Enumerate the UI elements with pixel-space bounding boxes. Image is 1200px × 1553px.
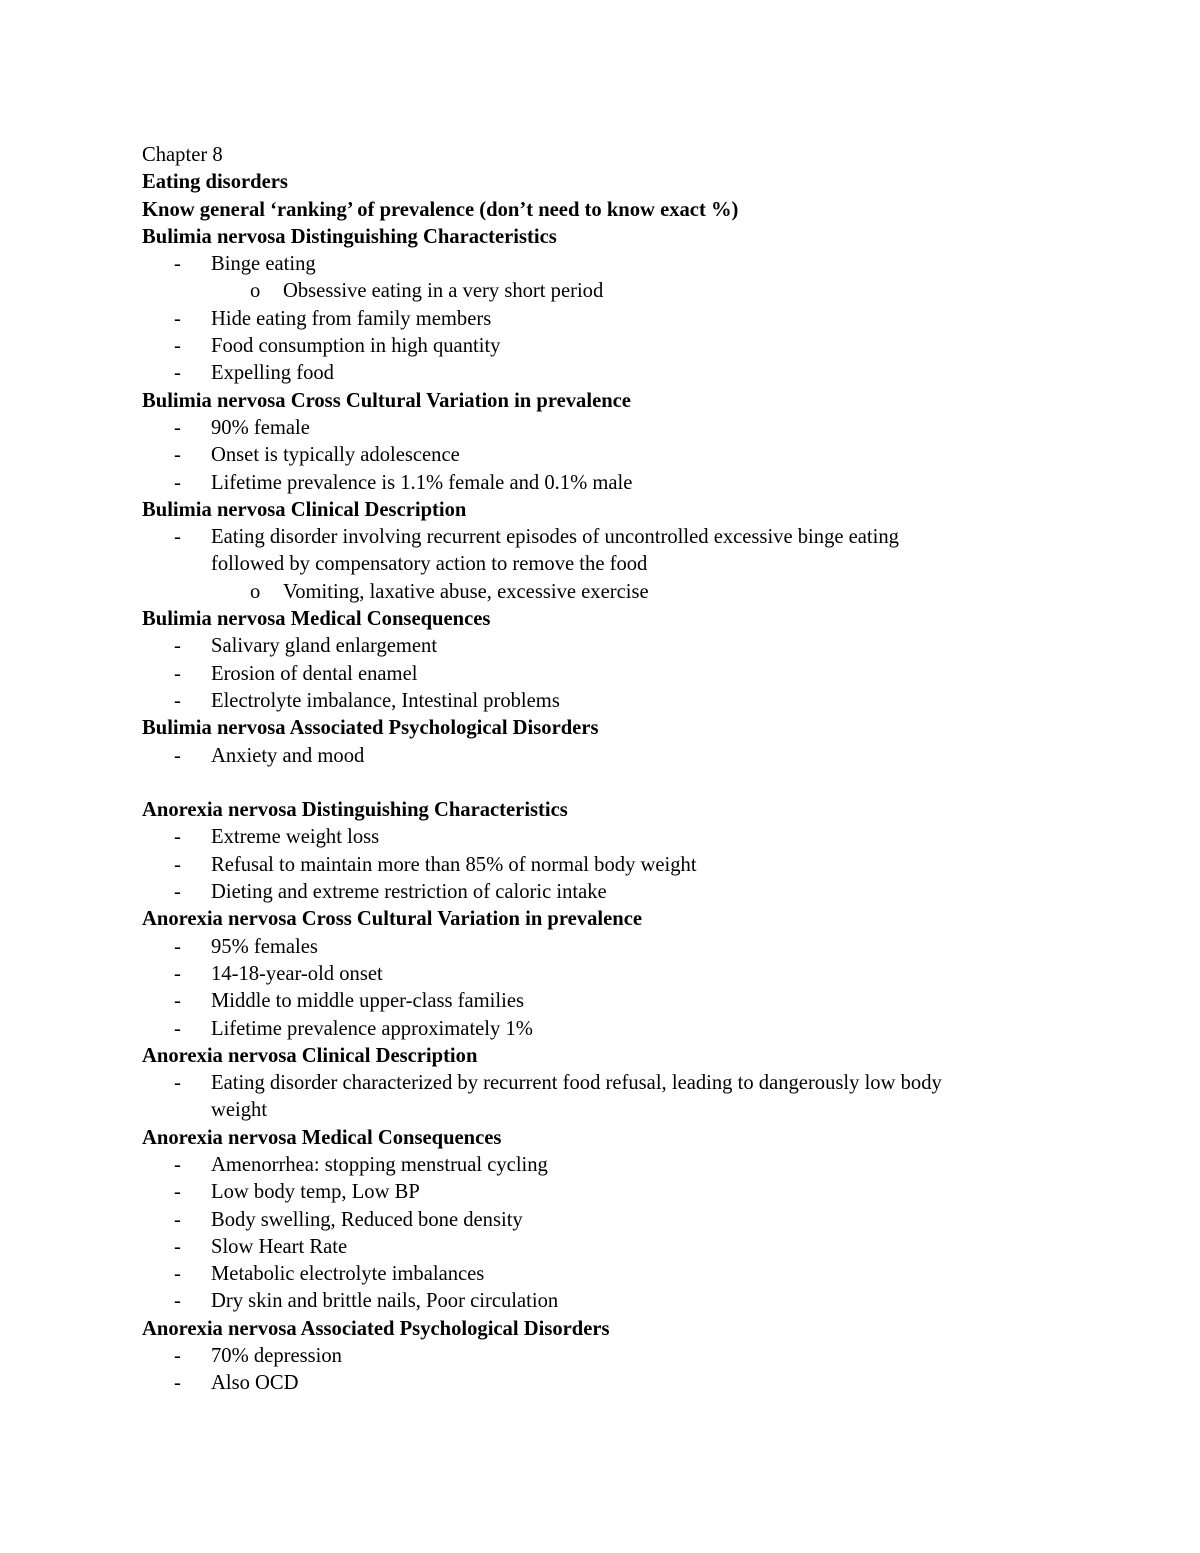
bullet-dash: -: [174, 1208, 181, 1231]
list-item: [142, 961, 1102, 988]
bullet-dash: -: [174, 990, 181, 1013]
list-item-continuation: [142, 551, 1102, 578]
bullet-dash: -: [174, 1263, 181, 1286]
list-item: [142, 1234, 1102, 1261]
sub-list-item: [142, 579, 1102, 606]
list-item-continuation: [142, 1097, 1102, 1124]
list-item-text: Onset is typically adolescence: [211, 444, 460, 467]
list-item: [142, 1370, 1102, 1397]
list-item: [142, 251, 1102, 278]
list-item-text: Refusal to maintain more than 85% of normal body weight: [211, 853, 697, 876]
list-item-text: Salivary gland enlargement: [211, 635, 438, 658]
list-item-text: Lifetime prevalence is 1.1% female and 0.1% male: [211, 471, 633, 494]
bullet-dash: -: [174, 1345, 181, 1368]
bullet-circle: o: [250, 280, 261, 303]
section-heading: Bulimia nervosa Associated Psychological Disorders: [142, 717, 599, 740]
list-item-text: Extreme weight loss: [211, 826, 380, 849]
list-item-text: Electrolyte imbalance, Intestinal problems: [211, 689, 560, 712]
bullet-dash: -: [174, 526, 181, 549]
list-item: [142, 988, 1102, 1015]
bullet-dash: -: [174, 362, 181, 385]
list-item-text: weight: [211, 1099, 268, 1122]
chapter-label: Chapter 8: [142, 144, 223, 166]
list-item-text: 14-18-year-old onset: [211, 962, 383, 985]
bullet-dash: -: [174, 1153, 181, 1176]
list-item: [142, 633, 1102, 660]
list-item: [142, 934, 1102, 961]
list-item-text: followed by compensatory action to remove the food: [211, 553, 648, 576]
bullet-dash: -: [174, 826, 181, 849]
bullet-dash: -: [174, 635, 181, 658]
bullet-dash: -: [174, 307, 181, 330]
bullet-dash: -: [174, 1072, 181, 1095]
list-item-text: Amenorrhea: stopping menstrual cycling: [211, 1153, 548, 1176]
list-item: [142, 879, 1102, 906]
list-item-text: Expelling food: [211, 362, 334, 385]
sub-list-item-text: Vomiting, laxative abuse, excessive exercise: [283, 580, 649, 603]
section-heading: Bulimia nervosa Clinical Description: [142, 498, 467, 521]
sub-list-item-text: Obsessive eating in a very short period: [283, 280, 604, 303]
blank-line: [142, 770, 1102, 797]
study-note: Know general ‘ranking’ of prevalence (don’t need to know exact %): [142, 198, 739, 221]
bullet-dash: -: [174, 662, 181, 685]
section-heading: Anorexia nervosa Associated Psychological Disorders: [142, 1317, 610, 1340]
list-item-text: Low body temp, Low BP: [211, 1181, 420, 1204]
section-heading: Bulimia nervosa Cross Cultural Variation in prevalence: [142, 389, 631, 412]
list-item-text: Lifetime prevalence approximately 1%: [211, 1017, 533, 1040]
bullet-dash: -: [174, 962, 181, 985]
bullet-dash: -: [174, 853, 181, 876]
bullet-dash: -: [174, 744, 181, 767]
bullet-circle: o: [250, 580, 261, 603]
section-heading: Anorexia nervosa Medical Consequences: [142, 1126, 502, 1149]
bullet-dash: -: [174, 253, 181, 276]
list-item-text: Anxiety and mood: [211, 744, 365, 767]
bullet-dash: -: [174, 1372, 181, 1395]
list-item: [142, 1016, 1102, 1043]
section-heading: Anorexia nervosa Clinical Description: [142, 1044, 478, 1067]
list-item-text: Metabolic electrolyte imbalances: [211, 1263, 485, 1286]
list-item-text: 90% female: [211, 416, 310, 439]
list-item-text: Food consumption in high quantity: [211, 335, 501, 358]
topic-title: Eating disorders: [142, 171, 288, 194]
list-item: [142, 1207, 1102, 1234]
list-item: [142, 470, 1102, 497]
list-item: [142, 1288, 1102, 1315]
list-item: [142, 688, 1102, 715]
list-item-text: Dieting and extreme restriction of caloric intake: [211, 881, 607, 904]
bullet-dash: -: [174, 935, 181, 958]
list-item: [142, 1261, 1102, 1288]
bullet-dash: -: [174, 1235, 181, 1258]
bullet-dash: -: [174, 444, 181, 467]
list-item-text: Also OCD: [211, 1372, 299, 1395]
bullet-dash: -: [174, 471, 181, 494]
section-heading: Bulimia nervosa Medical Consequences: [142, 608, 491, 631]
list-item-text: Eating disorder characterized by recurrent food refusal, leading to dangerously low body: [211, 1072, 942, 1095]
list-item-text: Binge eating: [211, 253, 316, 276]
bullet-dash: -: [174, 335, 181, 358]
bullet-dash: -: [174, 881, 181, 904]
section-heading: Anorexia nervosa Cross Cultural Variation in prevalence: [142, 908, 642, 931]
list-item-text: Dry skin and brittle nails, Poor circulation: [211, 1290, 559, 1313]
list-item: [142, 1152, 1102, 1179]
bullet-dash: -: [174, 1181, 181, 1204]
list-item: [142, 415, 1102, 442]
list-item: [142, 1070, 1102, 1097]
document-page: [142, 142, 1102, 1398]
bullet-dash: -: [174, 1017, 181, 1040]
list-item: [142, 1179, 1102, 1206]
section-heading: Bulimia nervosa Distinguishing Characteristics: [142, 225, 557, 248]
list-item-text: 95% females: [211, 935, 318, 958]
list-item: [142, 306, 1102, 333]
sub-list-item: [142, 278, 1102, 305]
list-item: [142, 333, 1102, 360]
bullet-dash: -: [174, 1290, 181, 1313]
list-item-text: Hide eating from family members: [211, 307, 492, 330]
list-item: [142, 524, 1102, 551]
list-item-text: Erosion of dental enamel: [211, 662, 418, 685]
list-item: [142, 442, 1102, 469]
list-item: [142, 824, 1102, 851]
list-item-text: Slow Heart Rate: [211, 1235, 348, 1258]
list-item: [142, 1343, 1102, 1370]
list-item: [142, 661, 1102, 688]
list-item: [142, 743, 1102, 770]
list-item-text: Eating disorder involving recurrent episodes of uncontrolled excessive binge eating: [211, 526, 899, 549]
list-item: [142, 360, 1102, 387]
list-item-text: Middle to middle upper-class families: [211, 990, 524, 1013]
list-item-text: 70% depression: [211, 1345, 342, 1368]
bullet-dash: -: [174, 689, 181, 712]
list-item-text: Body swelling, Reduced bone density: [211, 1208, 523, 1231]
section-heading: Anorexia nervosa Distinguishing Characteristics: [142, 799, 568, 822]
list-item: [142, 852, 1102, 879]
bullet-dash: -: [174, 416, 181, 439]
